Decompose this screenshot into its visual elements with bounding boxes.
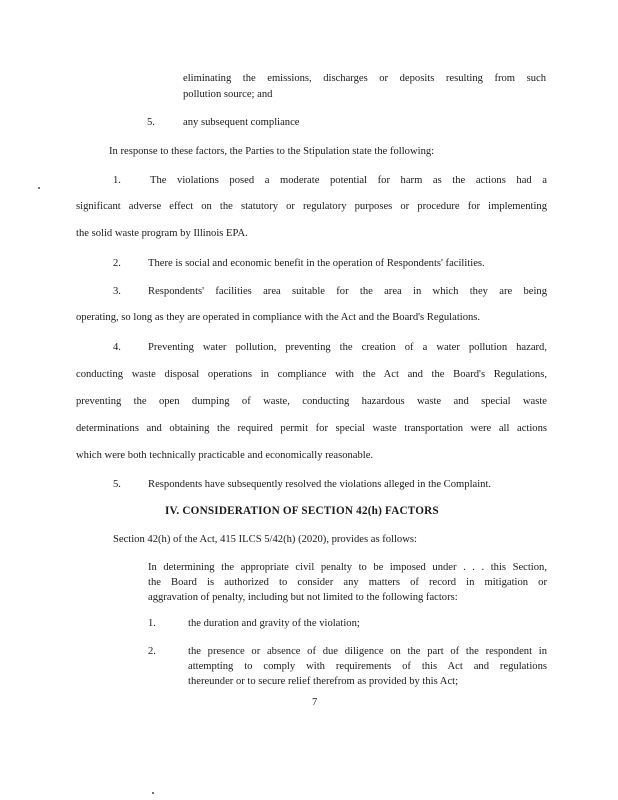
scan-speck xyxy=(152,792,154,794)
quote-line-2: the Board is authorized to consider any matters of record in mitigation or xyxy=(148,577,547,588)
item5-text: any subsequent compliance xyxy=(183,117,300,128)
page-number: 7 xyxy=(312,697,318,708)
factor-4-line-2: conducting waste disposal operations in compliance with the Act and the Board's Regulations, xyxy=(76,369,547,380)
quote-item-2-line-3: thereunder or to secure relief therefrom as provided by this Act; xyxy=(188,676,459,687)
intro-continuation-line-2: pollution source; and xyxy=(183,89,273,100)
item5-number: 5. xyxy=(147,117,155,128)
factor-2-line-1: There is social and economic benefit in the operation of Respondents' facilities. xyxy=(148,258,485,269)
section-heading: IV. CONSIDERATION OF SECTION 42(h) FACTORS xyxy=(165,505,439,517)
section-intro: Section 42(h) of the Act, 415 ILCS 5/42(h) (2020), provides as follows: xyxy=(113,534,417,545)
factor-3-line-1: Respondents' facilities area suitable for the area in which they are being xyxy=(148,286,547,297)
scan-speck xyxy=(38,187,40,189)
quote-item-2-number: 2. xyxy=(148,646,156,657)
quote-line-3: aggravation of penalty, including but not limited to the following factors: xyxy=(148,592,458,603)
quote-item-1-number: 1. xyxy=(148,618,156,629)
factor-4-number: 4. xyxy=(113,342,121,353)
factor-5-line-1: Respondents have subsequently resolved the violations alleged in the Complaint. xyxy=(148,479,492,490)
factor-3-number: 3. xyxy=(113,286,121,297)
factor-1-line-1: The violations posed a moderate potential for harm as the actions had a xyxy=(150,175,547,186)
quote-line-1: In determining the appropriate civil penalty to be imposed under . . . this Section, xyxy=(148,562,547,573)
factor-4-line-3: preventing the open dumping of waste, conducting hazardous waste and special waste xyxy=(76,396,547,407)
quote-item-2-line-1: the presence or absence of due diligence on the part of the respondent in xyxy=(188,646,547,657)
factor-1-line-3: the solid waste program by Illinois EPA. xyxy=(76,228,248,239)
factor-4-line-5: which were both technically practicable and economically reasonable. xyxy=(76,450,374,461)
factor-1-number: 1. xyxy=(113,175,121,186)
quote-item-1-line-1: the duration and gravity of the violation; xyxy=(188,618,360,629)
quote-item-2-line-2: attempting to comply with requirements of this Act and regulations xyxy=(188,661,547,672)
factor-1-line-2: significant adverse effect on the statutory or regulatory purposes or procedure for implementing xyxy=(76,201,547,212)
factor-4-line-4: determinations and obtaining the required permit for special waste transportation were all actions xyxy=(76,423,547,434)
factor-2-number: 2. xyxy=(113,258,121,269)
factor-3-line-2: operating, so long as they are operated in compliance with the Act and the Board's Regulations. xyxy=(76,312,481,323)
factor-4-line-1: Preventing water pollution, preventing the creation of a water pollution hazard, xyxy=(148,342,547,353)
response-intro: In response to these factors, the Parties to the Stipulation state the following: xyxy=(109,146,435,157)
intro-continuation-line-1: eliminating the emissions, discharges or deposits resulting from such xyxy=(183,73,546,84)
factor-5-number: 5. xyxy=(113,479,121,490)
